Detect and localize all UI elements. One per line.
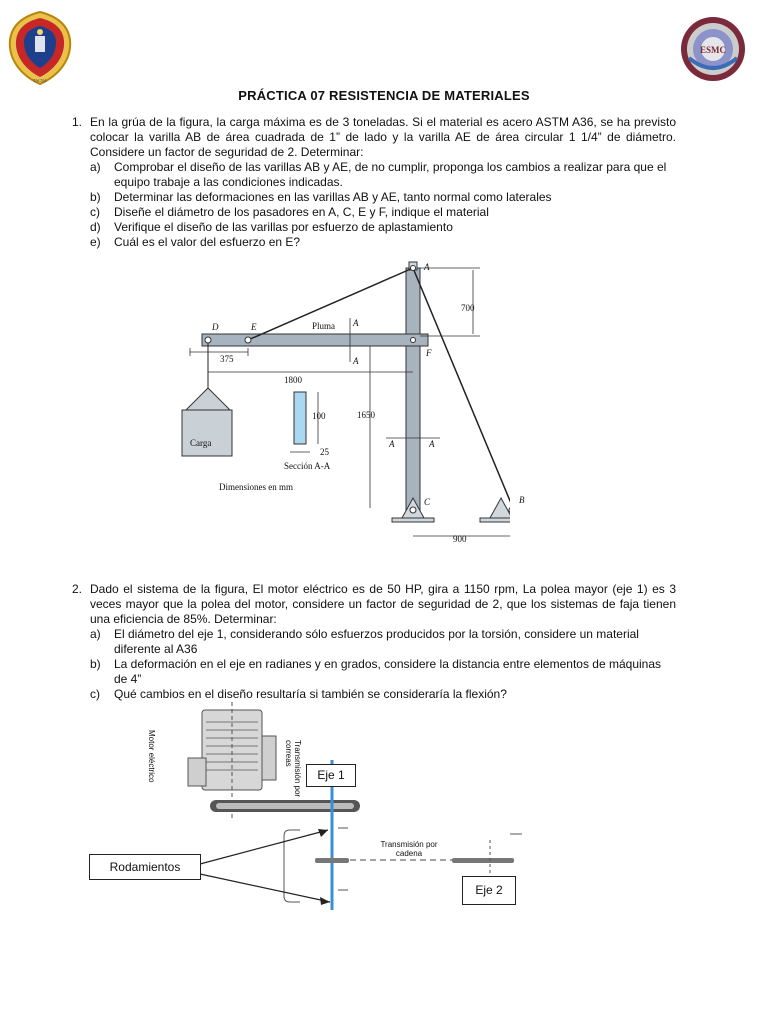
seccion-label: Sección A-A <box>284 461 331 471</box>
dim-1650: 1650 <box>357 410 375 420</box>
section-mark-top: A <box>353 318 359 328</box>
list-item <box>90 235 676 250</box>
pluma-label: Pluma <box>312 321 336 331</box>
list-item <box>90 190 676 205</box>
list-item <box>90 160 676 190</box>
rodamientos-label-box: Rodamientos <box>89 854 201 880</box>
item-label: c) <box>90 687 100 701</box>
item-label: a) <box>90 627 101 641</box>
section-mark-bottom: A <box>353 356 359 366</box>
list-item <box>90 205 676 220</box>
section-mark-right: A <box>429 439 435 449</box>
university-seal-logo <box>6 10 74 86</box>
section-mark-left: A <box>389 439 395 449</box>
item-label: a) <box>90 160 101 174</box>
belt-transmission-label: Transmisión por correas <box>284 740 302 798</box>
item-text: Comprobar el diseño de las varillas AB y AE, de no cumplir, proponga los cambios a realizar para que el equipo trabaje a las condiciones indicadas. <box>114 160 667 189</box>
label-f: F <box>426 348 432 358</box>
page-title: PRÁCTICA 07 RESISTENCIA DE MATERIALES <box>238 88 530 103</box>
label-d: D <box>212 322 219 332</box>
dim-900: 900 <box>453 534 467 544</box>
eje2-label-box: Eje 2 <box>462 876 516 905</box>
item-label: e) <box>90 235 101 249</box>
item-text: La deformación en el eje en radianes y en grados, considere la distancia entre elementos de máquinas de 4” <box>114 657 662 686</box>
item-text: Verifique el diseño de las varillas por esfuerzo de aplastamiento <box>114 220 453 234</box>
item-text: Diseñe el diámetro de los pasadores en A, C, E y F, indique el material <box>114 205 489 219</box>
esmc-logo <box>679 14 747 84</box>
label-b: B <box>519 495 525 505</box>
label-e: E <box>251 322 257 332</box>
list-item <box>90 657 676 687</box>
question-text: En la grúa de la figura, la carga máxima es de 3 toneladas. Si el material es acero ASTM A36, se ha previsto colocar la varilla AB de área cuadrada de 1” de lado y la varilla AE de área circular 1 1/4” de diámetro. Considere un factor de seguridad de 2. Determinar: <box>90 115 676 159</box>
question-1 <box>72 115 676 250</box>
dim-700: 700 <box>461 303 475 313</box>
label-c: C <box>424 497 431 507</box>
list-item <box>90 220 676 235</box>
dim-100: 100 <box>312 411 326 421</box>
logo-text: TACNA <box>33 78 47 83</box>
item-text: Determinar las deformaciones en las varillas AB y AE, tanto normal como laterales <box>114 190 552 204</box>
item-label: d) <box>90 220 101 234</box>
eje1-label-box: Eje 1 <box>306 764 356 787</box>
chain-label-line-1: Transmisión por <box>380 840 438 849</box>
question-number: 2. <box>72 582 83 596</box>
chain-label-line-2: cadena <box>395 849 423 858</box>
motor-label: Motor eléctrico <box>147 730 156 783</box>
dimensiones-label: Dimensiones en mm <box>219 482 293 492</box>
chain-transmission-label <box>374 840 444 858</box>
dim-1800: 1800 <box>284 375 302 385</box>
item-text: Qué cambios en el diseño resultaría si también se consideraría la flexión? <box>114 687 507 701</box>
dim-375: 375 <box>220 354 234 364</box>
question-2 <box>72 582 676 702</box>
item-label: b) <box>90 190 101 204</box>
label-a: A <box>424 262 430 272</box>
carga-label: Carga <box>190 438 212 448</box>
item-text: Cuál es el valor del esfuerzo en E? <box>114 235 301 249</box>
crane-figure <box>180 258 510 548</box>
item-label: c) <box>90 205 100 219</box>
item-text: El diámetro del eje 1, considerando sólo esfuerzos producidos por la torsión, considere un material diferente al A36 <box>114 627 639 656</box>
list-item <box>90 627 676 657</box>
dim-25: 25 <box>320 447 329 457</box>
question-text: Dado el sistema de la figura, El motor eléctrico es de 50 HP, gira a 1150 rpm, La polea mayor (eje 1) es 3 veces mayor que la polea del motor, considere un factor de seguridad de 2, que los sistemas de faja tienen una eficiencia de 85%. Determinar: <box>90 582 676 626</box>
logo-abbreviation: ESMC <box>699 45 727 55</box>
item-label: b) <box>90 657 101 671</box>
question-number: 1. <box>72 115 83 129</box>
